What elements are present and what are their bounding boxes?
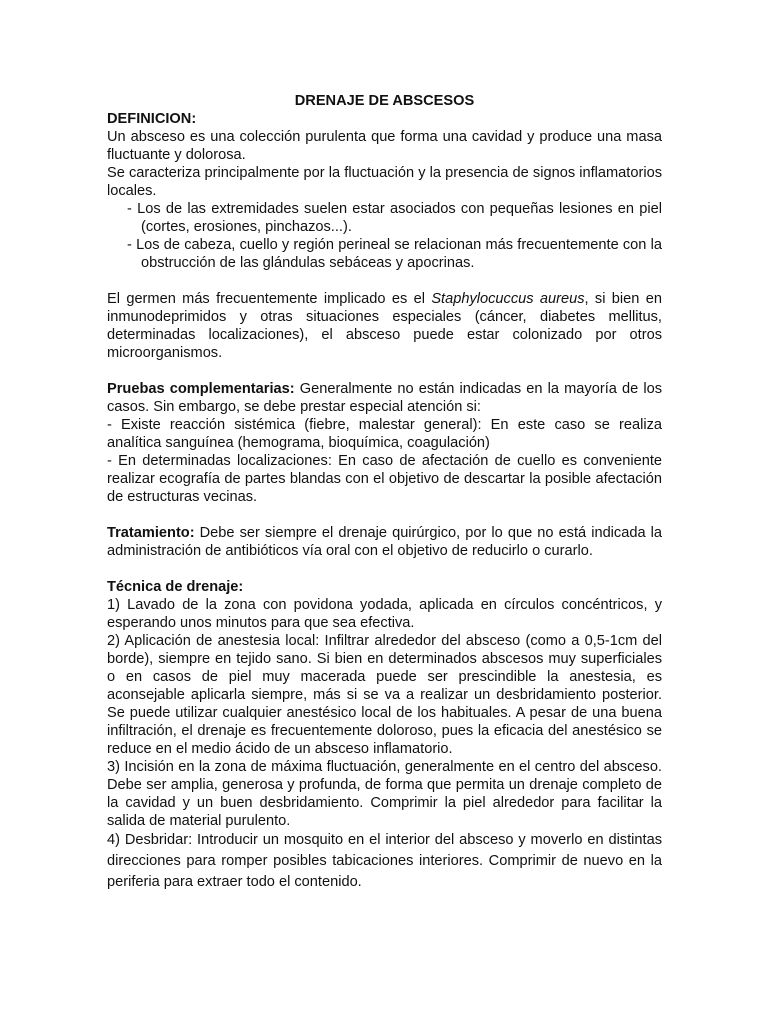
definicion-paragraph-2: Se caracteriza principalmente por la fluctuación y la presencia de signos inflamatorios locales. (107, 165, 662, 199)
germen-text-after: , si bien en inmunodeprimidos y otras situaciones especiales (cáncer, diabetes mellitus, determinadas localizaciones), el absceso puede estar colonizado por otros microorganismos. (107, 291, 662, 361)
definicion-heading: DEFINICION: (107, 111, 197, 127)
pruebas-item-1: - Existe reacción sistémica (fiebre, malestar general): En este caso se realiza analítica sanguínea (hemograma, bioquímica, coagulación) (107, 417, 662, 451)
spacer (107, 362, 662, 380)
definicion-bullet-1: - Los de las extremidades suelen estar asociados con pequeñas lesiones en piel (cortes, erosiones, pinchazos...). (127, 201, 662, 235)
document-title: DRENAJE DE ABSCESOS (294, 93, 475, 109)
definicion-paragraph-1: Un absceso es una colección purulenta que forma una cavidad y produce una masa fluctuante y dolorosa. (107, 129, 662, 163)
spacer (107, 272, 662, 290)
tratamiento-text: Debe ser siempre el drenaje quirúrgico, por lo que no está indicada la administración de antibióticos vía oral con el objetivo de reducirlo o curarlo. (107, 525, 662, 559)
spacer (107, 506, 662, 524)
pruebas-intro: Generalmente no están indicadas en la mayoría de los casos. Sin embargo, se debe prestar especial atención si: (107, 381, 662, 415)
tratamiento-heading: Tratamiento: (107, 525, 195, 541)
germen-text-before: El germen más frecuentemente implicado es el (107, 291, 432, 307)
pruebas-heading: Pruebas complementarias: (107, 381, 295, 397)
spacer (107, 560, 662, 578)
definicion-bullet-2: - Los de cabeza, cuello y región perineal se relacionan más frecuentemente con la obstrucción de las glándulas sebáceas y apocrinas. (127, 237, 662, 271)
tratamiento-paragraph (107, 524, 662, 560)
tecnica-step-3: 3) Incisión en la zona de máxima fluctuación, generalmente en el centro del absceso. Debe ser amplia, generosa y profunda, de forma que permita un drenaje completo de la cavidad y un buen desbridamiento. Comprimir la piel alrededor para facilitar la salida de material purulento. (107, 759, 662, 829)
document-page (107, 92, 662, 893)
tecnica-step-1: 1) Lavado de la zona con povidona yodada, aplicada en círculos concéntricos, y esperando unos minutos para que sea efectiva. (107, 597, 662, 631)
germen-paragraph (107, 290, 662, 362)
tecnica-step-4: 4) Desbridar: Introducir un mosquito en el interior del absceso y moverlo en distintas direcciones para romper posibles tabicaciones interiores. Comprimir de nuevo en la periferia para extraer todo el contenido. (107, 832, 662, 890)
pruebas-item-2: - En determinadas localizaciones: En caso de afectación de cuello es conveniente realizar ecografía de partes blandas con el objetivo de descartar la posible afectación de estructuras vecinas. (107, 453, 662, 505)
pruebas-paragraph (107, 380, 662, 416)
tecnica-step-2: 2) Aplicación de anestesia local: Infiltrar alrededor del absceso (como a 0,5-1cm del borde), siempre en tejido sano. Si bien en determinados abscesos muy superficiales o en casos de piel muy macerada puede ser prescindible la anestesia, es aconsejable aplicarla siempre, más si se va a realizar un desbridamiento posterior. Se puede utilizar cualquier anestésico local de los habituales. A pesar de una buena infiltración, el drenaje es frecuentemente doloroso, pues la eficacia del anestésico se reduce en el medio ácido de un absceso inflamatorio. (107, 633, 662, 757)
germen-organism: Staphylocuccus aureus (431, 291, 585, 307)
tecnica-heading: Técnica de drenaje: (107, 579, 244, 595)
